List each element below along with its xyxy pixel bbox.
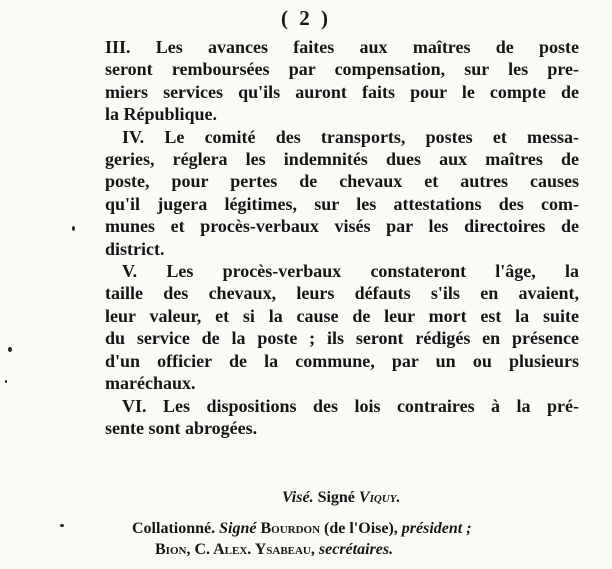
ink-speck [8, 347, 12, 352]
text-line: VI. Les dispositions des lois contraires à la pré- [122, 395, 579, 416]
signe-label: Signé [317, 489, 355, 506]
collationne-label: Collationné. [132, 520, 216, 537]
text-line: V. Les procès-verbaux constateront l'âge, la [122, 261, 579, 282]
president-label: président ; [401, 520, 472, 537]
text-line: IV. Le comité des transports, postes et messa- [122, 126, 579, 147]
text-line: miers services qu'ils auront faits pour le compte de [105, 81, 579, 102]
signe-label-2: Signé [219, 520, 257, 537]
text-line: maréchaux. [105, 373, 196, 394]
secretaires-label: secrétaires. [318, 541, 394, 558]
text-line: qu'il jugera légitimes, sur les attestations des com- [105, 193, 579, 214]
article-6 [105, 395, 579, 440]
text-line: la République. [105, 104, 218, 125]
oise-label: (de l'Oise), [324, 520, 398, 537]
secretaries-line [155, 541, 393, 559]
article-4 [105, 126, 579, 260]
signatories-secretaries: Bion, C. Alex. Ysabeau, [155, 541, 315, 558]
signatory-viquy: Viquy. [358, 489, 401, 506]
text-line: d'un officier de la commune, par un ou plusieurs [105, 350, 579, 371]
collation-line [132, 520, 472, 538]
ink-speck [72, 226, 75, 231]
text-line: III. Les avances faites aux maîtres de poste [105, 37, 579, 57]
text-line: du service de la poste ; ils seront rédigés en présence [105, 328, 579, 349]
signatory-bourdon: Bourdon [260, 520, 321, 537]
vise-signature [282, 489, 400, 507]
text-line: munes et procès-verbaux visés par les directoires de [105, 216, 579, 237]
ink-speck [60, 524, 64, 527]
text-line: sente sont abrogées. [105, 417, 258, 438]
page-number: ( 2 ) [281, 6, 331, 30]
vise-label: Visé. [282, 489, 314, 506]
text-line: district. [105, 238, 165, 259]
text-line: geries, réglera les indemnités dues aux maîtres de [105, 149, 579, 170]
ink-speck [5, 380, 7, 383]
text-line: leur valeur, et si la cause de leur mort est la suite [105, 305, 579, 326]
text-line: taille des chevaux, leurs défauts s'ils en avaient, [105, 283, 579, 304]
text-line: poste, pour pertes de chevaux et autres causes [105, 171, 579, 192]
text-line: seront remboursées par compensation, sur les pre- [105, 59, 579, 80]
article-3 [105, 36, 579, 126]
article-5 [105, 260, 579, 394]
decree-text [105, 36, 579, 439]
